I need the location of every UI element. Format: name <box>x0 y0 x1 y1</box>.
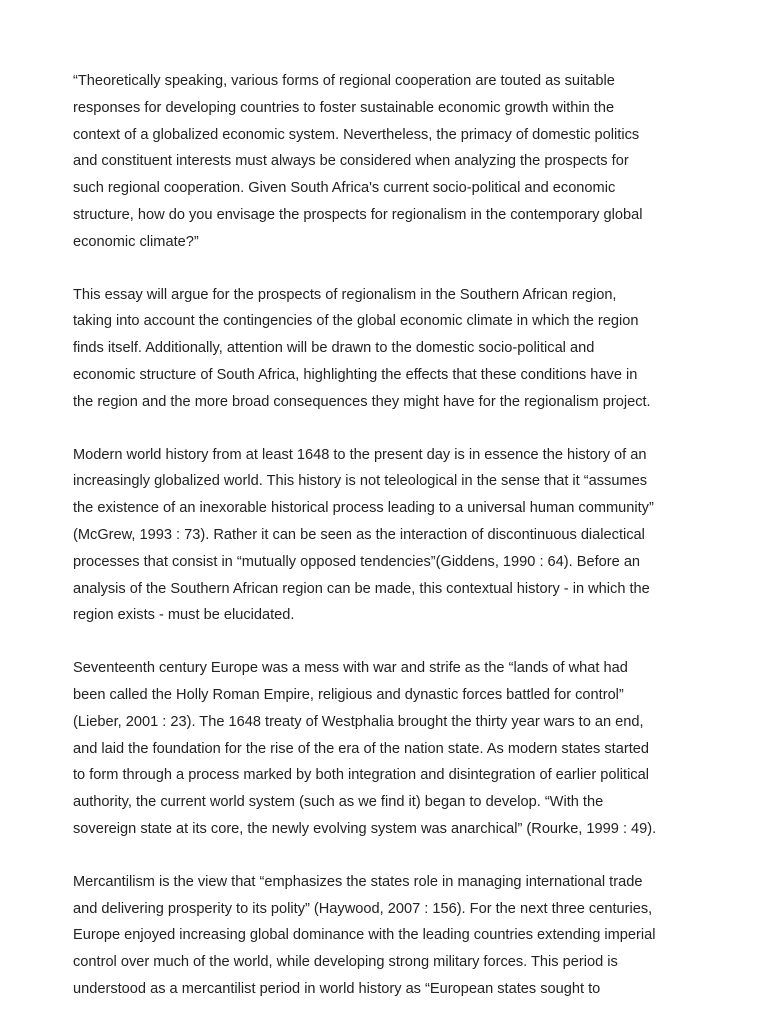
text-line: context of a globalized economic system. Nevertheless, the primacy of domestic politics <box>73 126 640 143</box>
text-line: (McGrew, 1993 : 73). Rather it can be seen as the interaction of discontinuous dialectical <box>73 526 645 543</box>
text-line: Europe enjoyed increasing global dominance with the leading countries extending imperial <box>73 927 656 944</box>
essay-question-paragraph <box>73 68 701 256</box>
text-line: finds itself. Additionally, attention will be drawn to the domestic socio-political and <box>73 340 595 357</box>
text-line: understood as a mercantilist period in world history as “European states sought to <box>73 980 601 997</box>
introduction-paragraph <box>73 282 701 416</box>
text-line: region exists - must be elucidated. <box>73 607 295 624</box>
text-line: taking into account the contingencies of the global economic climate in which the region <box>73 313 639 330</box>
text-line: economic structure of South Africa, highlighting the effects that these conditions have in <box>73 366 638 383</box>
text-line: structure, how do you envisage the prospects for regionalism in the contemporary global <box>73 206 643 223</box>
text-line: and delivering prosperity to its polity” (Haywood, 2007 : 156). For the next three centuries, <box>73 900 653 917</box>
document-body <box>73 68 701 1029</box>
text-line: responses for developing countries to foster sustainable economic growth within the <box>73 99 615 116</box>
text-line: the existence of an inexorable historical process leading to a universal human community” <box>73 500 654 517</box>
text-line: Seventeenth century Europe was a mess with war and strife as the “lands of what had <box>73 660 628 677</box>
mercantilism-paragraph <box>73 869 701 1003</box>
text-line: and laid the foundation for the rise of the era of the nation state. As modern states started <box>73 740 650 757</box>
text-line: authority, the current world system (such as we find it) began to develop. “With the <box>73 794 604 811</box>
text-line: economic climate?” <box>73 233 199 250</box>
world-history-paragraph <box>73 442 701 630</box>
text-line: sovereign state at its core, the newly evolving system was anarchical” (Rourke, 1999 : 49). <box>73 820 657 837</box>
text-line: This essay will argue for the prospects of regionalism in the Southern African region, <box>73 286 617 303</box>
text-line: “Theoretically speaking, various forms of regional cooperation are touted as suitable <box>73 73 615 89</box>
text-line: the region and the more broad consequences they might have for the regionalism project. <box>73 393 651 410</box>
text-line: Mercantilism is the view that “emphasizes the states role in managing international trade <box>73 873 643 890</box>
text-line: been called the Holly Roman Empire, religious and dynastic forces battled for control” <box>73 686 624 703</box>
seventeenth-century-paragraph <box>73 655 701 843</box>
text-line: Modern world history from at least 1648 to the present day is in essence the history of an <box>73 446 647 463</box>
text-line: to form through a process marked by both integration and disintegration of earlier political <box>73 767 649 784</box>
text-line: (Lieber, 2001 : 23). The 1648 treaty of Westphalia brought the thirty year wars to an end, <box>73 713 644 730</box>
text-line: analysis of the Southern African region can be made, this contextual history - in which the <box>73 580 650 597</box>
text-line: processes that consist in “mutually opposed tendencies”(Giddens, 1990 : 64). Before an <box>73 553 641 570</box>
text-line: control over much of the world, while developing strong military forces. This period is <box>73 954 618 971</box>
text-line: such regional cooperation. Given South Africa's current socio-political and economic <box>73 180 616 197</box>
text-line: and constituent interests must always be considered when analyzing the prospects for <box>73 153 629 170</box>
text-line: increasingly globalized world. This history is not teleological in the sense that it “assumes <box>73 473 648 490</box>
